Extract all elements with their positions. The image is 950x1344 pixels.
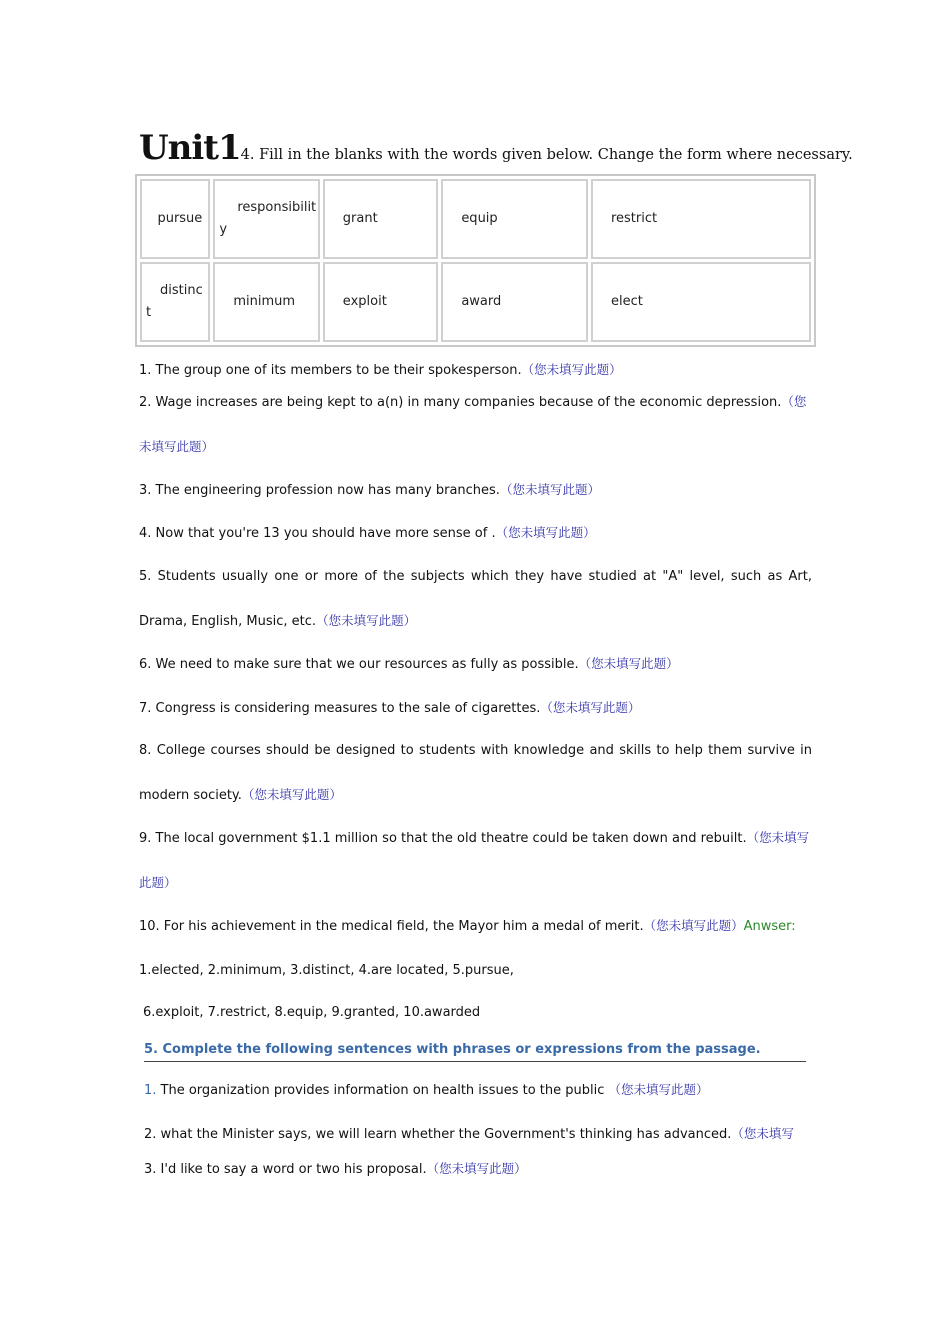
not-answered-note: （您未填写此题） xyxy=(426,1161,527,1176)
word-cell: grant xyxy=(323,179,439,259)
not-answered-note: （您未填写此题） xyxy=(540,700,641,715)
word-cell: distinct xyxy=(140,262,210,342)
question-6: 6. We need to make sure that we our resources as fully as possible.（您未填写此题） xyxy=(139,656,679,672)
exercise-instruction: 4. Fill in the blanks with the words given below. Change the form where necessary. xyxy=(240,147,853,163)
question-3: 3. The engineering profession now has many branches.（您未填写此题） xyxy=(139,482,600,498)
question-2: 2. Wage increases are being kept to a(n) in many companies because of the economic depression.（您未填写此题） xyxy=(139,394,807,454)
section-5-question-1: 1. The organization provides information on health issues to the public （您未填写此题） xyxy=(144,1082,709,1098)
not-answered-note: （您未填写此题） xyxy=(521,362,622,377)
section-5-title: 5. Complete the following sentences with phrases or expressions from the passage. xyxy=(144,1042,806,1062)
word-cell: restrict xyxy=(591,179,811,259)
question-5: 5. Students usually one or more of the subjects which they have studied at "A" level, such as Art, Drama, English, Music, etc.（您未填写此题） xyxy=(139,569,812,629)
word-cell: exploit xyxy=(323,262,439,342)
question-9: 9. The local government $1.1 million so that the old theatre could be taken down and rebuilt.（您未填写此题） xyxy=(139,830,810,890)
not-answered-note: （您未填写此题） xyxy=(316,612,417,628)
not-answered-note: （您未填写此题） xyxy=(241,786,342,802)
unit-title: Unit1 xyxy=(139,128,241,168)
not-answered-note: （您未填写 xyxy=(731,1126,794,1141)
word-cell: responsibility xyxy=(213,179,319,259)
answer-line-1: 1.elected, 2.minimum, 3.distinct, 4.are located, 5.pursue, xyxy=(139,962,514,978)
word-cell: minimum xyxy=(213,262,319,342)
question-7: 7. Congress is considering measures to the sale of cigarettes.（您未填写此题） xyxy=(139,700,641,716)
word-cell: elect xyxy=(591,262,811,342)
question-8: 8. College courses should be designed to students with knowledge and skills to help them survive in modern society.（您未填写此题） xyxy=(139,743,812,803)
page-heading xyxy=(139,128,853,168)
question-10: 10. For his achievement in the medical field, the Mayor him a medal of merit.（您未填写此题）Anwser: 1.elected, 2.minimum, 3.distinct, 4.are located, 5.pursue, xyxy=(139,918,796,978)
not-answered-note: （您未填写此题） xyxy=(495,525,596,540)
question-1: 1. The group one of its members to be their spokesperson.（您未填写此题） xyxy=(139,362,622,378)
not-answered-note: （您未填写此题） xyxy=(578,656,679,671)
not-answered-note: （您未填写此题） xyxy=(643,918,744,933)
word-cell: equip xyxy=(441,179,588,259)
word-bank-table xyxy=(135,174,816,347)
word-cell: pursue xyxy=(140,179,210,259)
answer-label: Anwser: xyxy=(743,919,796,934)
section-5-question-3: 3. I'd like to say a word or two his proposal.（您未填写此题） xyxy=(144,1161,527,1177)
not-answered-note: （您未填写此题） xyxy=(608,1082,709,1097)
word-cell: award xyxy=(441,262,588,342)
not-answered-note: （您未填写此题） xyxy=(139,394,807,454)
not-answered-note: （您未填写此题） xyxy=(499,482,600,497)
section-5-question-2: 2. what the Minister says, we will learn whether the Government's thinking has advanced.（您未填写 xyxy=(144,1126,794,1142)
answer-line-2: 6.exploit, 7.restrict, 8.equip, 9.granted, 10.awarded xyxy=(143,1005,481,1020)
not-answered-note: （您未填写此题） xyxy=(139,830,810,890)
question-4: 4. Now that you're 13 you should have more sense of .（您未填写此题） xyxy=(139,525,596,541)
